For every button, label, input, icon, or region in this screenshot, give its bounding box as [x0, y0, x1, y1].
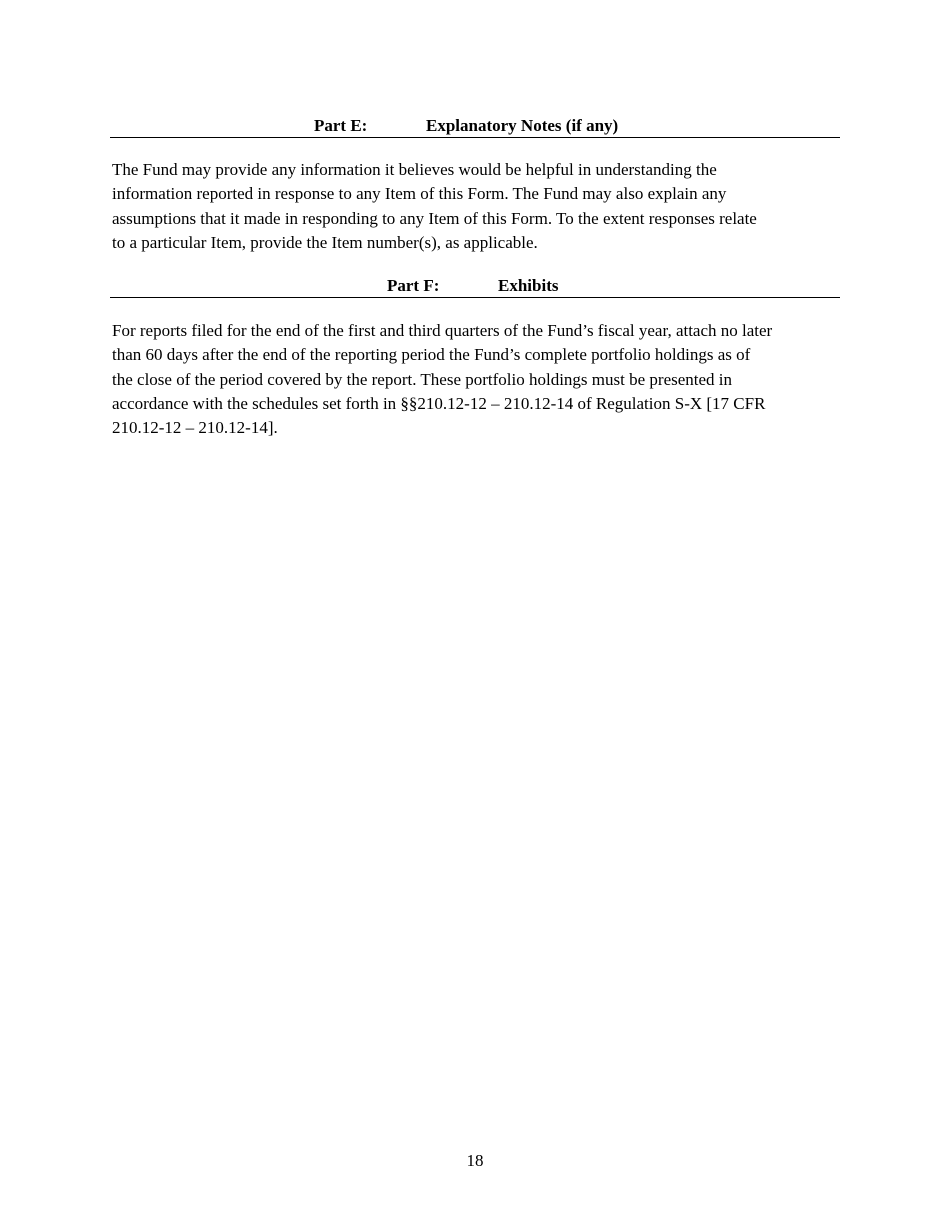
part-e-body: The Fund may provide any information it believes would be helpful in understanding the information reported in response to any Item of this Form. The Fund may also explain any assumptions that it made in responding to any Item of this Form. To the extent responses relate to a particular Item, provide the Item number(s), as applicable.: [112, 160, 757, 252]
part-e-title: Explanatory Notes (if any): [426, 116, 619, 135]
part-e-heading: [110, 116, 840, 138]
part-f-heading: [110, 276, 840, 298]
part-e-label: Part E:: [314, 116, 368, 135]
part-f-body: For reports filed for the end of the first and third quarters of the Fund’s fiscal year, attach no later than 60 days after the end of the reporting period the Fund’s complete portfolio holdings as of the close of the period covered by the report. These portfolio holdings must be presented in accordance with the schedules set forth in §§210.12-12 – 210.12-14 of Regulation S-X [17 CFR 210.12-12 – 210.12-14].: [112, 321, 773, 438]
part-f-label: Part F:: [387, 276, 440, 295]
page-number: 18: [466, 1151, 484, 1170]
part-f-title: Exhibits: [498, 276, 559, 295]
